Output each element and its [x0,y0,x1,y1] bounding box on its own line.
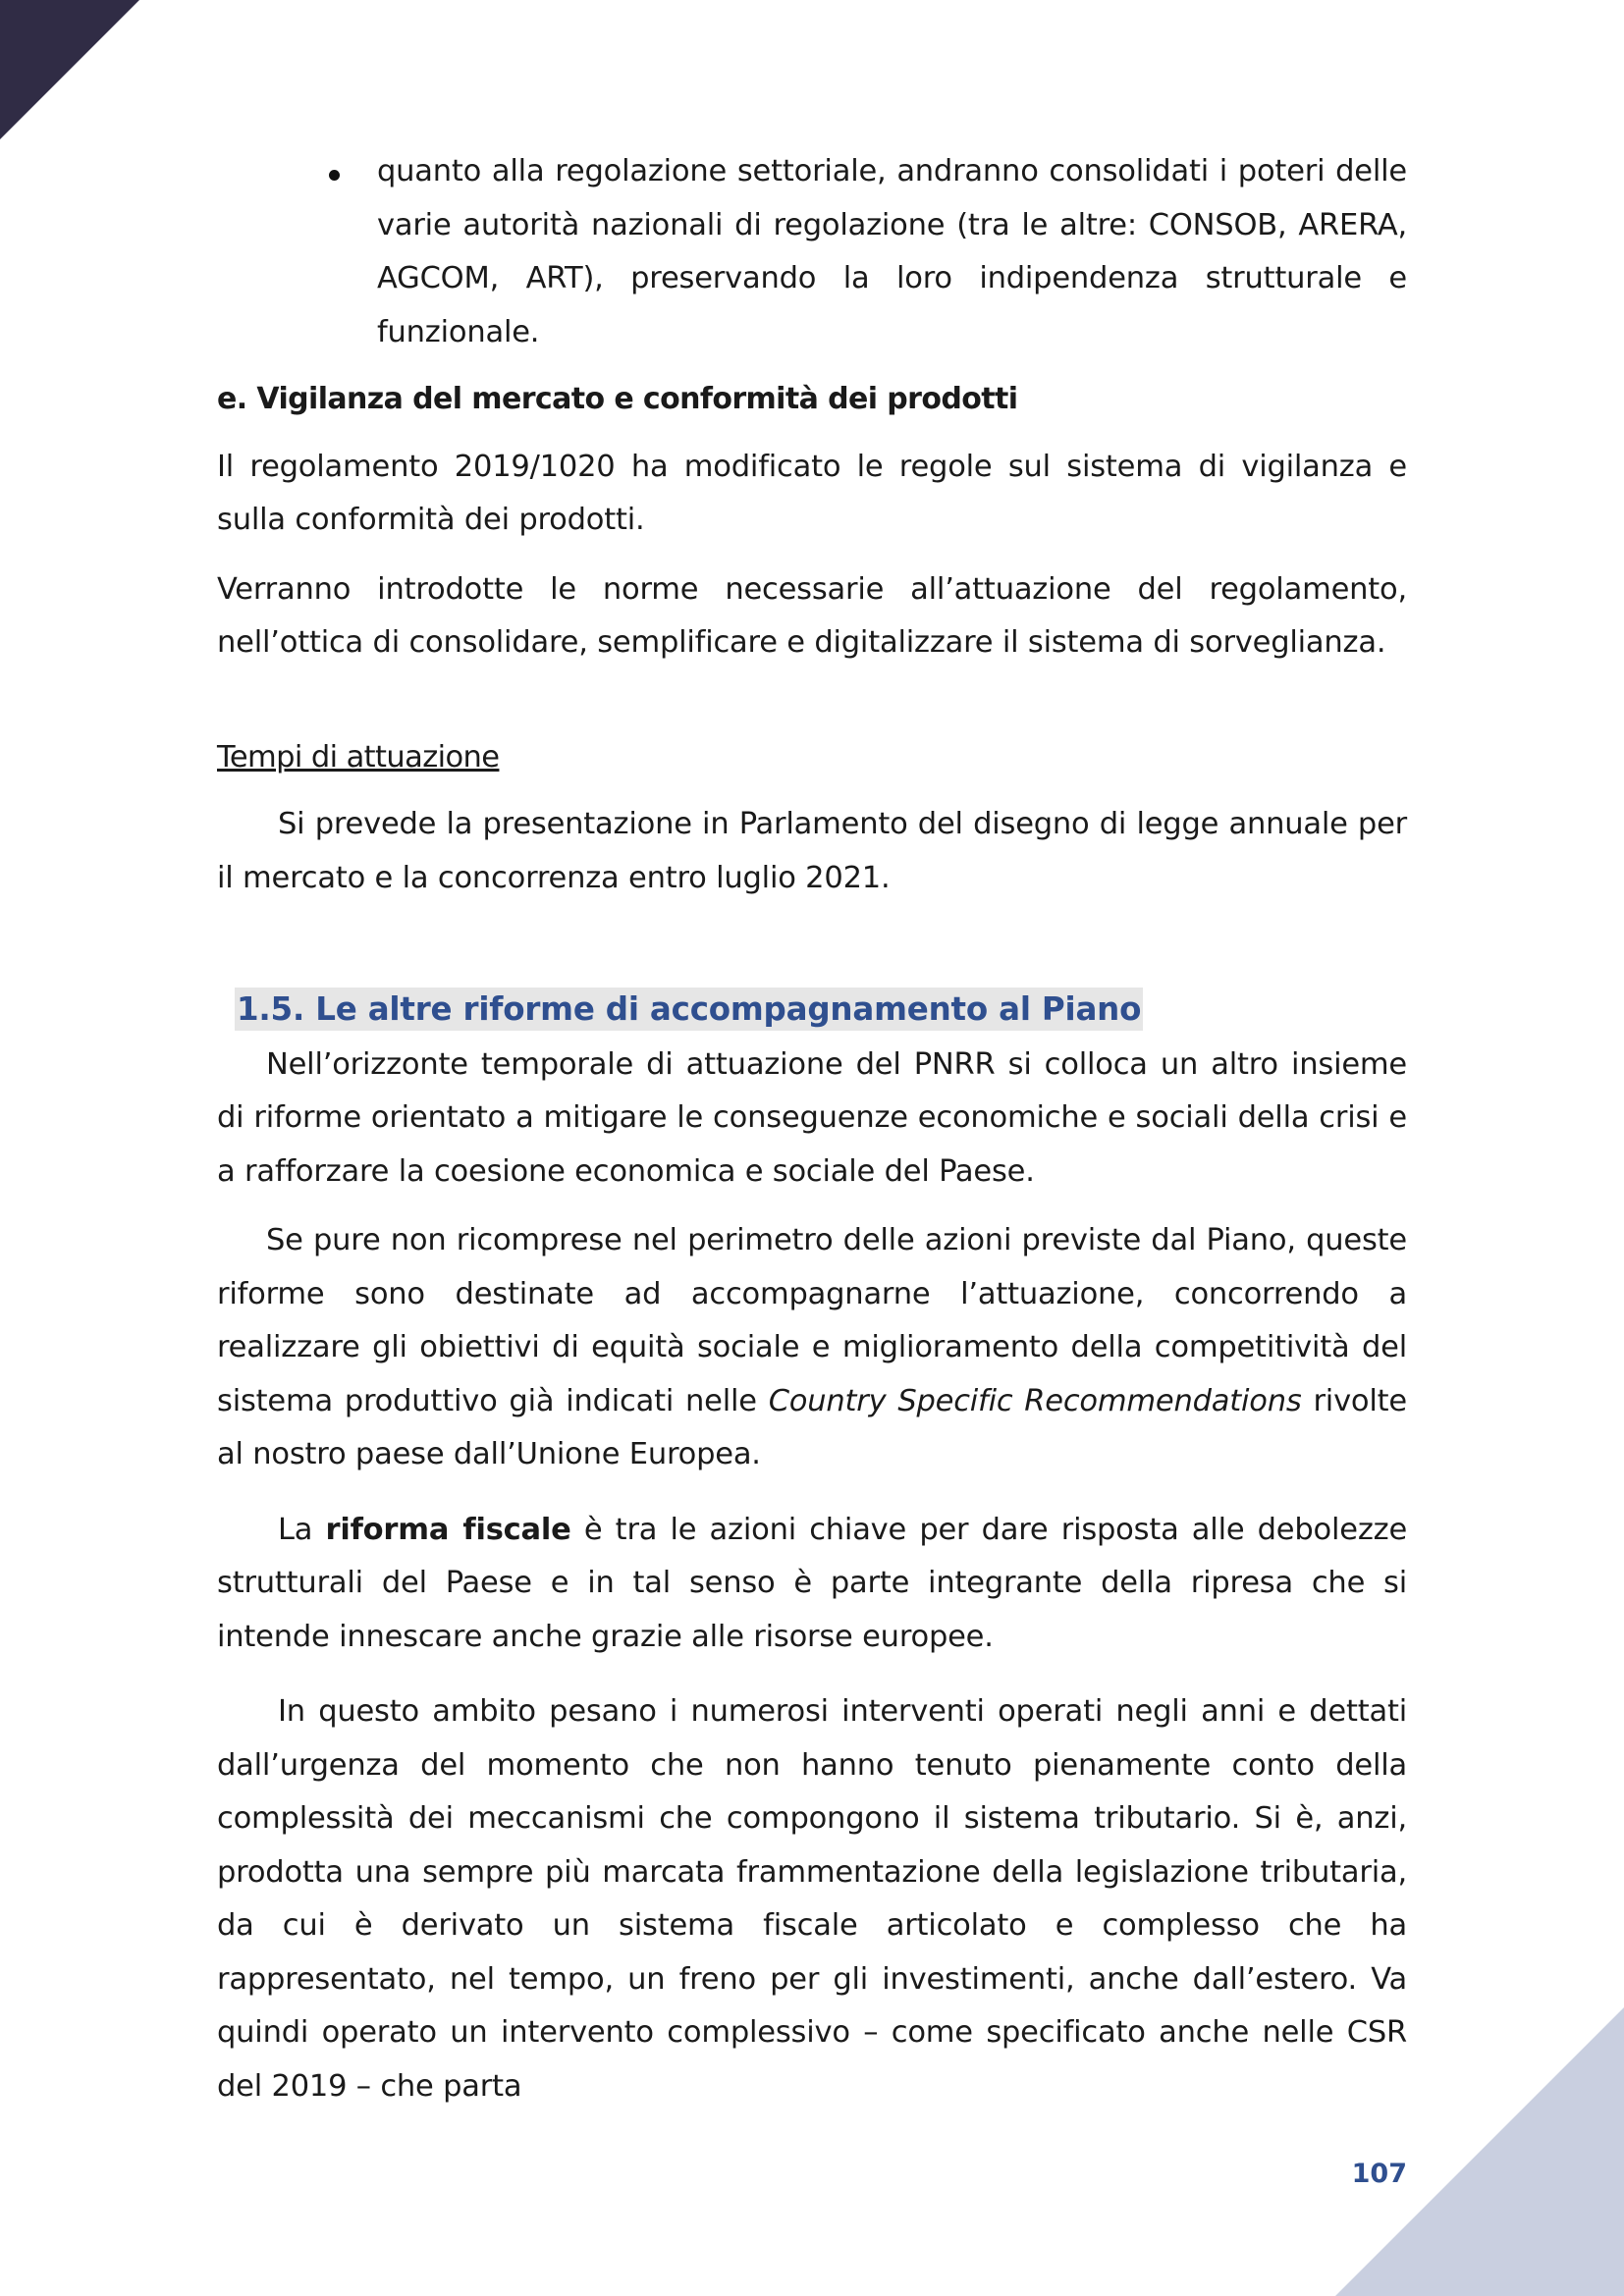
paragraph-se-pure-text-2: rivolte al nostro paese dall’Unione Europea. [217,1383,1407,1471]
paragraph-se-pure-text-1: Se pure non ricomprese nel perimetro delle azioni previste dal Piano, queste riforme sono destinate ad accompagnarne l’attuazione, concorrendo a realizzare gli obiettivi di equità sociale e miglioramento della competitività del sistema produttivo già indicati nelle [217,1223,1407,1418]
paragraph-regolamento: Il regolamento 2019/1020 ha modificato le regole sul sistema di vigilanza e sulla conformità dei prodotti. [217,449,1407,537]
subsection-heading-e: e. Vigilanza del mercato e conformità dei prodotti [217,382,1018,416]
paragraph-riforma-text-2: è tra le azioni chiave per dare risposta alle debolezze strutturali del Paese e in tal senso è parte integrante della ripresa che si intende innescare anche grazie alle risorse europee. [217,1512,1408,1654]
country-specific-recommendations: Country Specific Recommendations [768,1383,1302,1418]
riforma-fiscale-term: riforma fiscale [325,1512,571,1547]
section-heading-wrapper [217,921,1407,1039]
paragraph-riforma-fiscale [217,1504,1407,1665]
page-content [217,145,1407,2129]
paragraph-riforma-text-1: La [278,1512,326,1547]
corner-decoration-top-left [0,0,139,139]
bullet-dot-icon [329,170,340,181]
section-heading-1-5: 1.5. Le altre riforme di accompagnamento al Piano [235,988,1143,1031]
bullet-text: quanto alla regolazione settoriale, andranno consolidati i poteri delle varie autorità nazionali di regolazione (tra le altre: CONSOB, ARERA, AGCOM, ART), preservando la loro indipendenza strutturale e funzionale. [377,154,1407,349]
tempi-heading: Tempi di attuazione [217,739,500,774]
paragraph-verranno: Verranno introdotte le norme necessarie all’attuazione del regolamento, nell’ottica di consolidare, semplificare e digitalizzare il sistema di sorveglianza. [217,571,1407,660]
bullet-list-item [217,145,1407,359]
page-number: 107 [1351,2159,1407,2189]
paragraph-tempi: Si prevede la presentazione in Parlamento del disegno di legge annuale per il mercato e la concorrenza entro luglio 2021. [217,807,1407,895]
paragraph-se-pure [217,1214,1407,1482]
paragraph-in-questo-ambito: In questo ambito pesano i numerosi interventi operati negli anni e dettati dall’urgenza del momento che non hanno tenuto pienamente conto della complessità dei meccanismi che compongono il sistema tributario. Si è, anzi, prodotta una sempre più marcata frammentazione della legislazione tributaria, da cui è derivato un sistema fiscale articolato e complesso che ha rappresentato, nel tempo, un freno per gli investimenti, anche dall’estero. Va quindi operato un intervento complessivo – come specificato anche nelle CSR del 2019 – che parta [217,1694,1407,2104]
paragraph-orizzonte: Nell’orizzonte temporale di attuazione del PNRR si colloca un altro insieme di riforme orientato a mitigare le conseguenze economiche e sociali della crisi e a rafforzare la coesione economica e sociale del Paese. [217,1046,1407,1189]
